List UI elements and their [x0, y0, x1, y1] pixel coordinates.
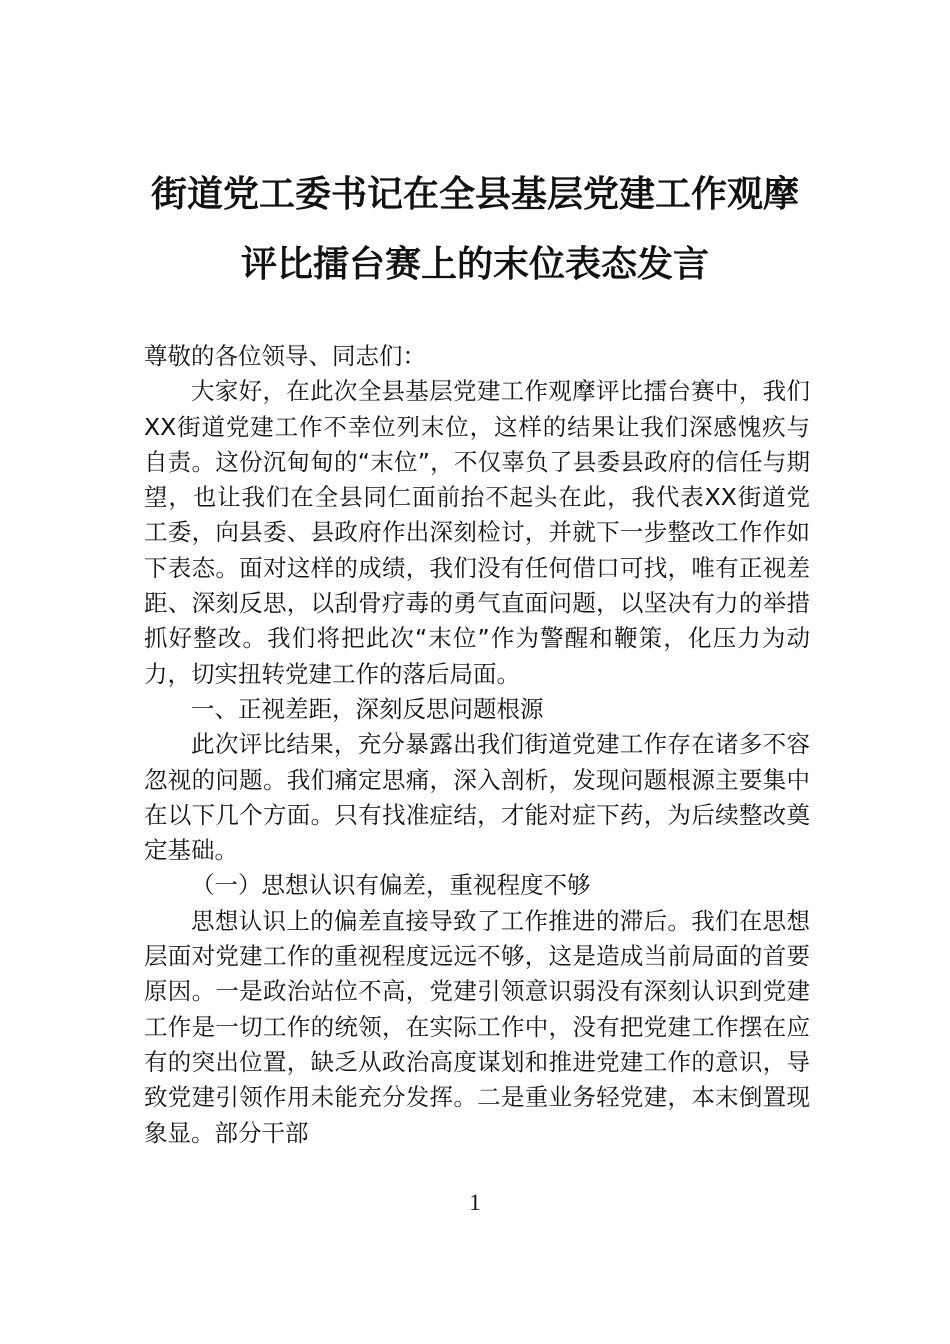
- paragraph-subsection-1: 思想认识上的偏差直接导致了工作推进的滞后。我们在思想层面对党建工作的重视程度远远不够，这是造成当前局面的首要原因。一是政治站位不高，党建引领意识弱没有深刻认识到党建工作是一切工作的统领，在实际工作中，没有把党建工作摆在应有的突出位置，缺乏从政治高度谋划和推进党建工作的意识，导致党建引领作用未能充分发挥。二是重业务轻党建，本末倒置现象显。部分干部: [144, 906, 810, 1147]
- paragraph-section-1: 此次评比结果，充分暴露出我们街道党建工作存在诸多不容忽视的问题。我们痛定思痛，深入剖析，发现问题根源主要集中在以下几个方面。只有找准症结，才能对症下药，为后续整改奠定基础。: [144, 730, 810, 865]
- salutation: 尊敬的各位领导、同志们：: [144, 342, 426, 370]
- paragraph-opening: 大家好，在此次全县基层党建工作观摩评比擂台赛中，我们XX街道党建工作不幸位列末位，这样的结果让我们深感愧疚与自责。这份沉甸甸的“末位”，不仅辜负了县委县政府的信任与期望，也让我们在全县同仁面前抬不起头在此，我代表XX街道党工委，向县委、县政府作出深刻检讨，并就下一步整改工作作如下表态。面对这样的成绩，我们没有任何借口可找，唯有正视差距、深刻反思，以刮骨疗毒的勇气直面问题，以坚决有力的举措抓好整改。我们将把此次“末位”作为警醒和鞭策，化压力为动力，切实扭转党建工作的落后局面。: [144, 377, 810, 688]
- document-body: [144, 339, 810, 1151]
- page-number: 1: [469, 1190, 481, 1215]
- section-heading-1: 一、正视差距，深刻反思问题根源: [191, 694, 544, 723]
- subsection-heading-1: （一）思想认识有偏差，重视程度不够: [191, 871, 591, 900]
- document-title-line-1: 街道党工委书记在全县基层党建工作观摩: [150, 174, 799, 215]
- document-title-line-2: 评比擂台赛上的末位表态发言: [240, 244, 709, 285]
